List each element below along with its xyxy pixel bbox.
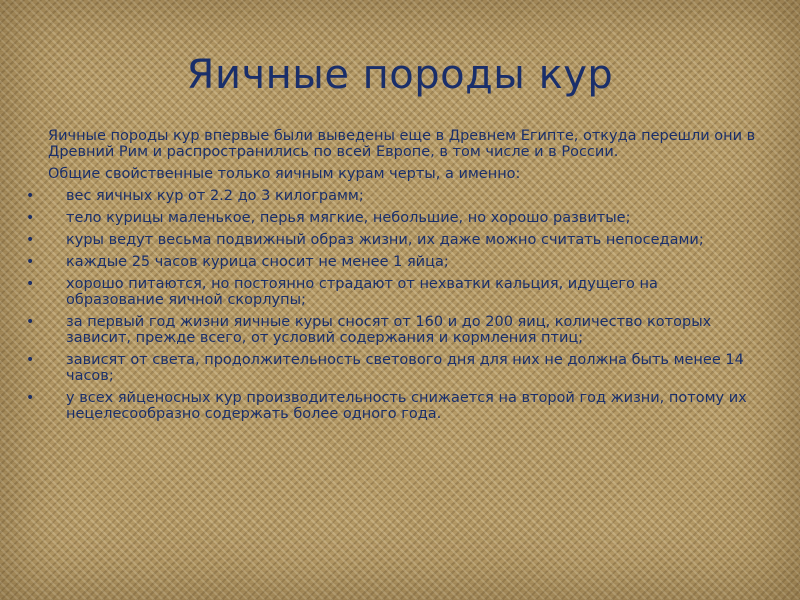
bullet-icon: • bbox=[26, 314, 35, 330]
list-item bbox=[26, 232, 760, 248]
list-item bbox=[26, 254, 760, 270]
intro-paragraph: Яичные породы кур впервые были выведены еще в Древнем Египте, откуда перешли они в Древний Рим и распространились по всей Европе, в том числе и в России. bbox=[48, 128, 756, 160]
list-item-text: у всех яйценосных кур производительность снижается на второй год жизни, потому их нецелесообразно содержать более одного года. bbox=[66, 390, 747, 422]
list-item-text: каждые 25 часов курица сносит не менее 1 яйца; bbox=[66, 254, 449, 270]
bullet-icon: • bbox=[26, 188, 35, 204]
slide-body bbox=[26, 128, 760, 428]
bullet-icon: • bbox=[26, 232, 35, 248]
list-item-text: вес яичных кур от 2.2 до 3 килограмм; bbox=[66, 188, 364, 204]
list-item-text: куры ведут весьма подвижный образ жизни, их даже можно считать непоседами; bbox=[66, 232, 704, 248]
bullet-icon: • bbox=[26, 254, 35, 270]
traits-list bbox=[26, 188, 760, 422]
list-item bbox=[26, 276, 760, 308]
slide-title: Яичные породы кур bbox=[186, 52, 614, 98]
bullet-icon: • bbox=[26, 276, 35, 292]
list-item-text: зависят от света, продолжительность светового дня для них не должна быть менее 14 часов; bbox=[66, 352, 744, 384]
list-item-text: хорошо питаются, но постоянно страдают от нехватки кальция, идущего на образование яичной скорлупы; bbox=[66, 276, 658, 308]
list-item bbox=[26, 352, 760, 384]
bullet-icon: • bbox=[26, 210, 35, 226]
traits-lead-paragraph: Общие свойственные только яичным курам черты, а именно: bbox=[48, 166, 521, 182]
list-item-text: за первый год жизни яичные куры сносят от 160 и до 200 яиц, количество которых зависит, прежде всего, от условий содержания и кормления птиц; bbox=[66, 314, 712, 346]
bullet-icon: • bbox=[26, 352, 35, 368]
bullet-icon: • bbox=[26, 390, 35, 406]
list-item bbox=[26, 210, 760, 226]
list-item bbox=[26, 390, 760, 422]
list-item bbox=[26, 188, 760, 204]
list-item bbox=[26, 314, 760, 346]
list-item-text: тело курицы маленькое, перья мягкие, небольшие, но хорошо развитые; bbox=[66, 210, 631, 226]
